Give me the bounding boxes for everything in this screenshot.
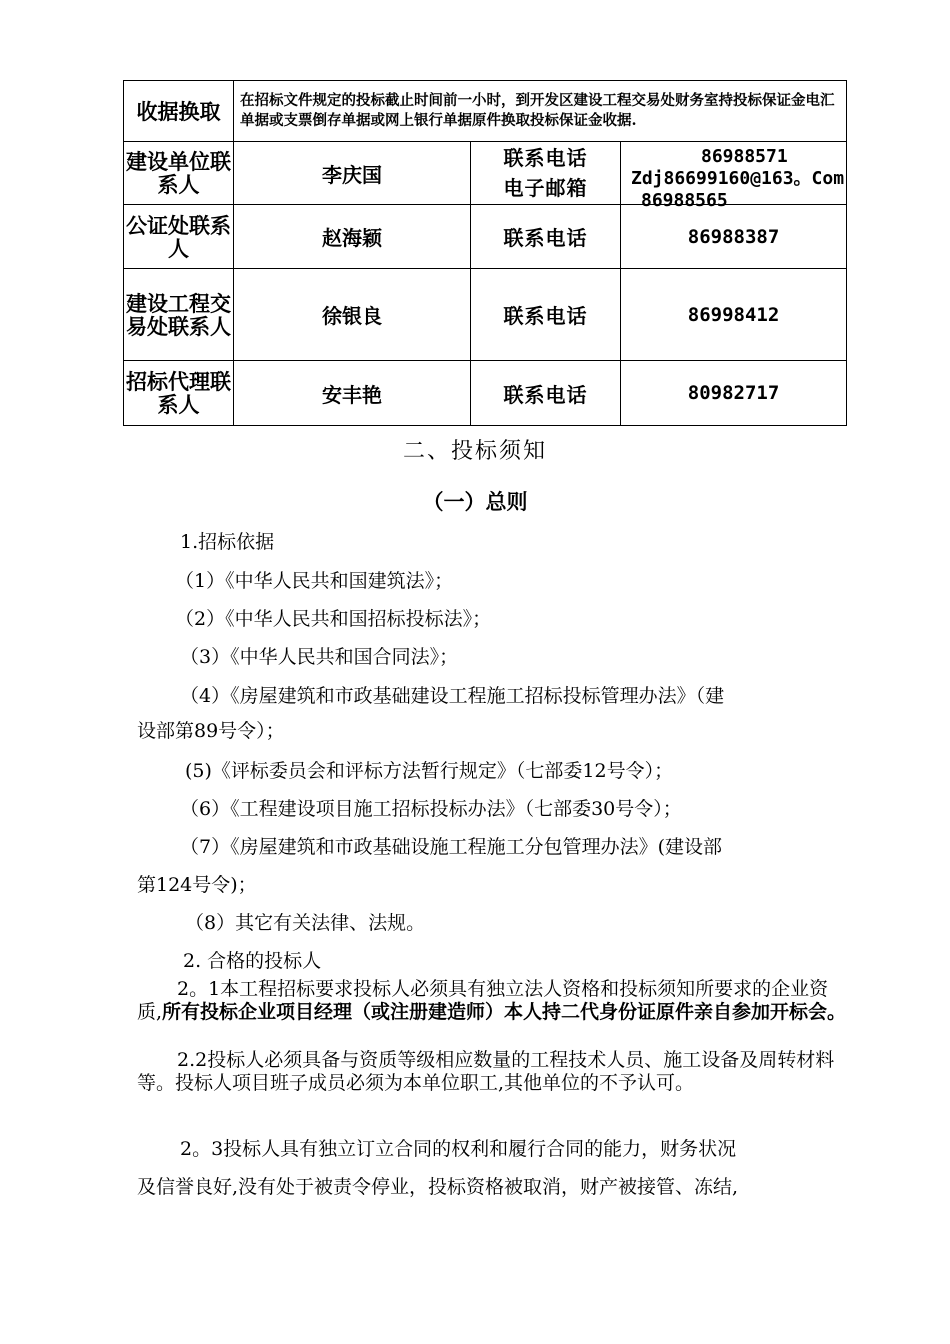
table-row	[124, 361, 847, 426]
field-labels	[471, 142, 621, 205]
list-item: 第124号令)；	[137, 874, 257, 896]
list-item: （3）《中华人民共和国合同法》；	[180, 646, 459, 668]
extra-phone-value: 86988565	[641, 190, 728, 211]
section-subtitle: （一）总则	[422, 489, 528, 514]
contact-name: 赵海颖	[234, 205, 471, 269]
email-value: Zdj86699160@163。Com	[631, 168, 845, 189]
table-row	[124, 142, 847, 205]
phone-value: 86988387	[621, 205, 847, 269]
table-row	[124, 269, 847, 361]
contact-name: 安丰艳	[234, 361, 471, 426]
contact-name: 李庆国	[234, 142, 471, 205]
paragraph-2-2: 2.2投标人必须具备与资质等级相应数量的工程技术人员、施工设备及周转材料等。投标人项目班子成员必须为本单位职工,其他单位的不予认可。	[137, 1049, 835, 1094]
email-field-label: 电子邮箱	[503, 176, 588, 200]
row-label: 公证处联系人	[124, 205, 234, 269]
table-row-receipt	[124, 81, 847, 142]
paragraph-2-1-bold: 所有投标企业项目经理（或注册建造师）本人持二代身份证原件亲自参加开标会。	[162, 1001, 847, 1023]
list-item: （1）《中华人民共和国建筑法》；	[175, 570, 454, 592]
contact-name: 徐银良	[234, 269, 471, 361]
phone-field-label: 联系电话	[471, 269, 621, 361]
paragraph-2-1	[137, 978, 849, 1024]
phone-field-label: 联系电话	[471, 205, 621, 269]
list-item: （8）其它有关法律、法规。	[185, 912, 426, 934]
list-item: （7）《房屋建筑和市政基础设施工程施工分包管理办法》(建设部	[180, 836, 723, 858]
phone-field-label: 联系电话	[503, 146, 588, 170]
paragraph-2-1-text: 2。1本工程招标要求投标人必须具有独立法人资格和投标须知所要求的企业资质,	[137, 978, 829, 1023]
phone-value: 80982717	[621, 361, 847, 426]
paragraph-2-3-line1: 2。3投标人具有独立订立合同的权利和履行合同的能力，财务状况	[180, 1138, 737, 1160]
section-title: 二、投标须知	[402, 439, 547, 464]
list-item: （6）《工程建设项目施工招标投标办法》（七部委30号令）；	[180, 798, 682, 820]
row-label: 招标代理联系人	[124, 361, 234, 426]
row-label: 建设单位联系人	[124, 142, 234, 205]
phone-value: 86988571	[701, 146, 788, 167]
list-item: (5)《评标委员会和评标方法暂行规定》（七部委12号令）；	[185, 760, 674, 782]
list-item: 设部第89号令）；	[137, 720, 285, 742]
phone-value: 86998412	[621, 269, 847, 361]
row-label: 建设工程交易处联系人	[124, 269, 234, 361]
receipt-text: 在招标文件规定的投标截止时间前一小时，到开发区建设工程交易处财务室持投标保证金电汇单据或支票倒存单据或网上银行单据原件换取投标保证金收据.	[234, 81, 847, 142]
contact-values	[621, 142, 847, 211]
contact-table	[123, 80, 847, 426]
basis-heading: 1.招标依据	[180, 531, 275, 553]
list-item: （2）《中华人民共和国招标投标法》；	[175, 608, 492, 630]
receipt-label: 收据换取	[124, 81, 234, 142]
table-row	[124, 205, 847, 269]
phone-field-label: 联系电话	[471, 361, 621, 426]
paragraph-2-3-line2: 及信誉良好,没有处于被责令停业，投标资格被取消，财产被接管、冻结,	[137, 1176, 739, 1198]
list-item: （4）《房屋建筑和市政基础建设工程施工招标投标管理办法》（建	[180, 685, 725, 707]
qualified-heading: 2. 合格的投标人	[183, 950, 322, 972]
